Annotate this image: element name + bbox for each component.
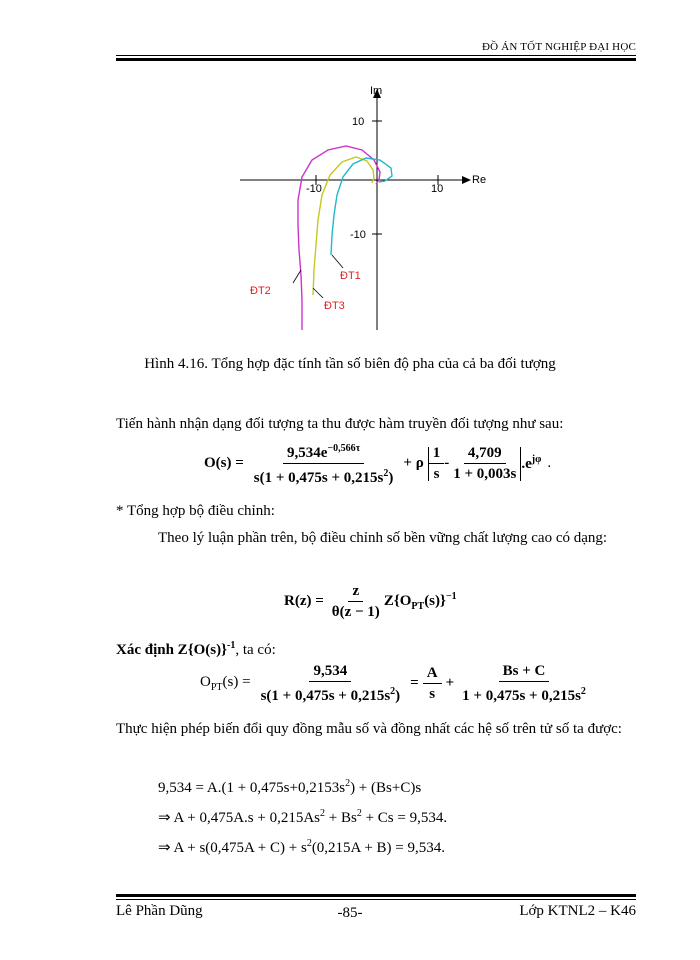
implies-icon: ⇒: [158, 840, 171, 856]
eq3-a-over-s: $\frac{A}{s}$: [423, 664, 442, 703]
tick-label-re-pos: 10: [431, 183, 444, 195]
footer-rule-thick: [116, 894, 636, 897]
equation-plant-transfer: O(s) = $\frac{9,534e^{-0,566\tau}}{s(1 + 0,475s + 0,215s^2)}$ + ρ $\frac{1}{s}$ - $\frac{4,709}{1 + 0,003s}$ $.e^{j\varphi}$ .: [204, 440, 551, 487]
implies-icon: ⇒: [158, 810, 171, 826]
pointer-dt1: [332, 255, 343, 268]
eq1-one-over-s: $\frac{1}{s}$: [429, 444, 445, 483]
axis-label-im: Im: [370, 85, 383, 97]
header-rule-thick: [116, 58, 636, 61]
footer-page-number: -85-: [337, 905, 363, 921]
label-dt2: ĐT2: [250, 285, 271, 297]
footer-rule-thin: [116, 899, 636, 900]
tick-label-im-neg: -10: [350, 229, 366, 241]
pointer-dt2: [293, 270, 301, 283]
equation-controller: R(z) = $\frac{z}{\theta(z - 1)}$ $Z\{O_{PT}(s)\}^{-1}$: [284, 583, 457, 620]
eq2-fraction: $\frac{z}{\theta(z - 1)}$: [331, 583, 380, 620]
nyquist-figure: [240, 80, 500, 340]
eq1-main-fraction: $\frac{9,534e^{-0,566\tau}}{s(1 + 0,475s + 0,215s^2)}$: [250, 440, 398, 487]
paragraph-controller-heading: * Tổng hợp bộ điều chỉnh:: [116, 503, 275, 519]
paragraph-identification: Tiến hành nhận dạng đối tượng ta thu được hàm truyền đối tượng như sau:: [116, 416, 564, 432]
pointer-dt3: [313, 288, 323, 298]
label-dt3: ĐT3: [324, 300, 345, 312]
eq3-main-fraction: $\frac{9,534}{s(1 + 0,475s + 0,215s^2)}$: [260, 663, 401, 704]
footer-author: Lê Phần Dũng: [116, 903, 203, 919]
tick-label-re-neg: -10: [306, 183, 322, 195]
figure-caption: Hình 4.16. Tổng hợp đặc tính tần số biên độ pha của cả ba đối tượng: [144, 356, 556, 372]
equation-partial-fractions: $O_{PT}(s)$ = $\frac{9,534}{s(1 + 0,475s + 0,215s^2)}$ = $\frac{A}{s}$ + $\frac{Bs + C}{1 + 0,475s + 0,215s^2}$: [200, 662, 590, 705]
axis-label-re: Re: [472, 174, 487, 186]
equation-line-2: ⇒ $A + 0,475A.s + 0,215As^2 + Bs^2 + Cs = 9,534$.: [158, 808, 448, 826]
footer-class: Lớp KTNL2 – K46: [519, 903, 636, 919]
label-dt1: ĐT1: [340, 270, 361, 282]
eq3-bsc-fraction: $\frac{Bs + C}{1 + 0,475s + 0,215s^2}$: [462, 663, 586, 704]
tick-label-im-pos: 10: [352, 116, 365, 128]
header-rule-thin: [116, 55, 636, 56]
eq1-inner-fraction: $\frac{4,709}{1 + 0,003s}$: [453, 445, 517, 482]
equation-line-3: ⇒ $A + s(0,475A + C) + s^2(0,215A + B) = 9,534$.: [158, 838, 445, 856]
paragraph-determine: Xác định $Z\{O(s)\}^{-1}$, ta có:: [116, 640, 276, 658]
re-axis-arrow: [462, 176, 471, 184]
equation-line-1: $9,534 = A.(1 + 0,475s+0,2153s^2) + (Bs+C)s$: [158, 778, 422, 796]
header-title: ĐỒ ÁN TỐT NGHIỆP ĐẠI HỌC: [481, 41, 636, 53]
paragraph-transform: Thực hiện phép biến đổi quy đồng mẫu số và đồng nhất các hệ số trên tử số ta được:: [116, 721, 622, 737]
paragraph-controller-form: Theo lý luận phần trên, bộ điều chỉnh số bền vững chất lượng cao có dạng:: [158, 530, 608, 546]
